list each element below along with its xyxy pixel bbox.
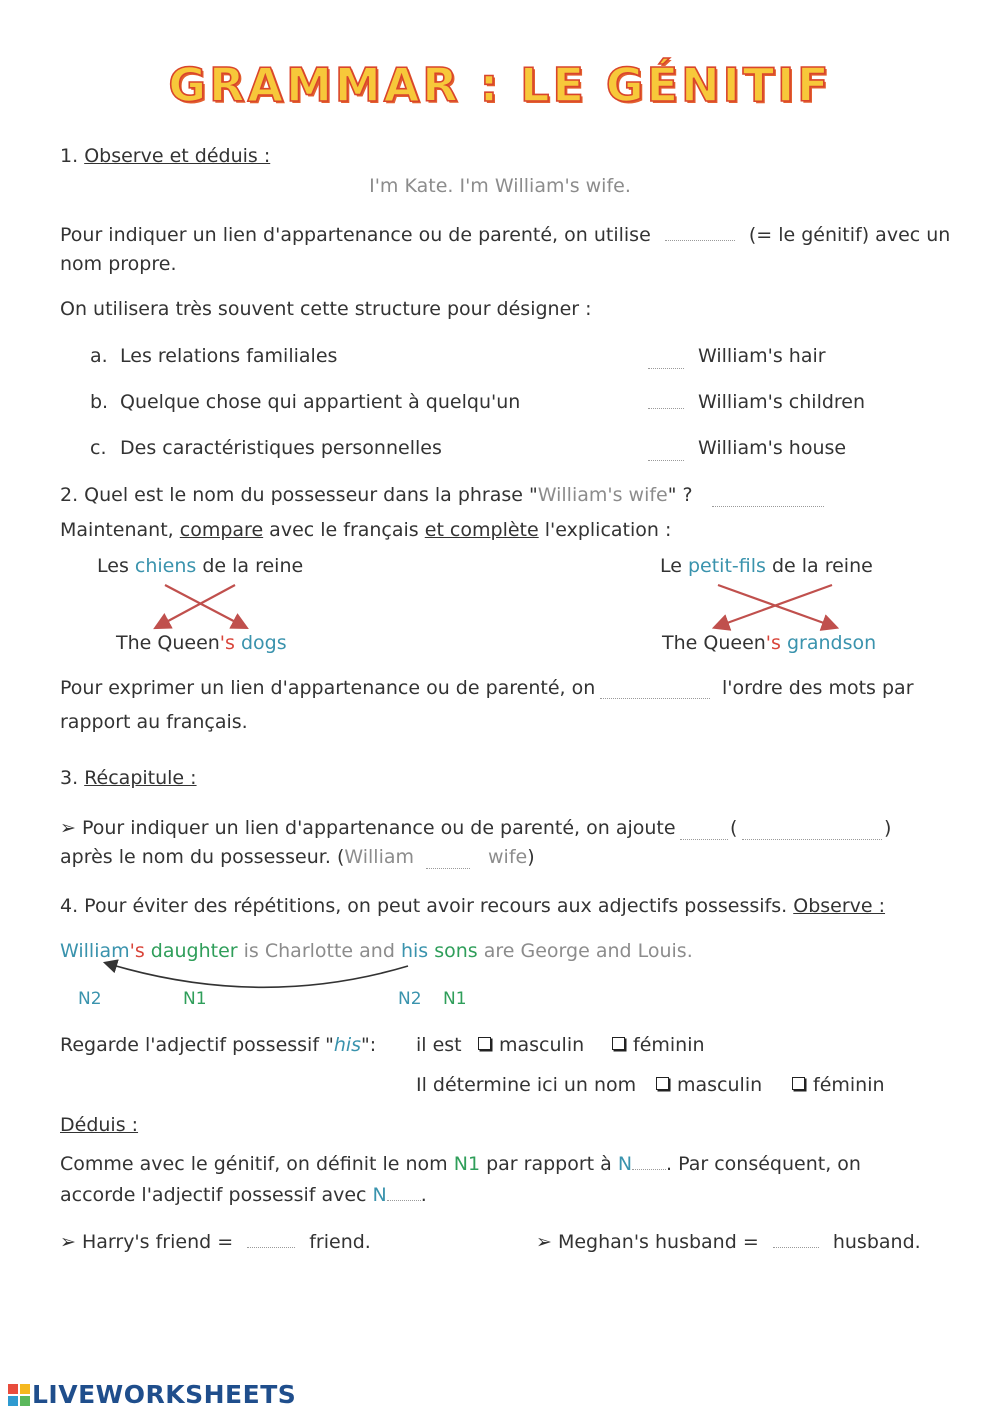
reference-arrow xyxy=(106,963,408,987)
checkbox-icon[interactable] xyxy=(656,1077,669,1090)
text: . Par conséquent, on xyxy=(666,1153,861,1175)
checkbox-icon[interactable] xyxy=(612,1037,625,1050)
conclusion-line xyxy=(60,1151,861,1175)
text: Meghan's husband = xyxy=(557,1231,759,1253)
deduis-heading: Déduis : xyxy=(60,1114,139,1136)
text: (= le génitif) avec un xyxy=(748,224,951,246)
text: Le xyxy=(660,555,688,577)
list-item-letter: a. xyxy=(90,345,108,367)
text: William xyxy=(344,846,414,868)
il-est-label: il est xyxy=(416,1034,462,1056)
text: dogs xyxy=(234,632,287,654)
text: N1 xyxy=(453,1153,481,1175)
section-title: Observe et déduis : xyxy=(84,145,271,167)
list-item-letter: b. xyxy=(90,391,109,413)
text: Comme avec le génitif, on définit le nom xyxy=(60,1153,454,1175)
text: 2. Quel est le nom du possesseur dans la phrase " xyxy=(60,484,538,506)
text: friend. xyxy=(309,1231,371,1253)
match-item: William's hair xyxy=(698,345,826,367)
text: Les xyxy=(97,555,135,577)
logo-text: LIVEWORKSHEETS xyxy=(32,1380,297,1409)
text: The Queen xyxy=(116,632,220,654)
text: Harry's friend = xyxy=(81,1231,234,1253)
text: masculin xyxy=(677,1074,763,1096)
text: chiens xyxy=(134,555,197,577)
exercise-harry xyxy=(60,1229,371,1253)
explanation-line: l'ordre des mots par xyxy=(722,677,914,699)
exercise-meghan xyxy=(536,1229,921,1253)
text: féminin xyxy=(813,1074,885,1096)
checkbox-icon[interactable] xyxy=(792,1077,805,1090)
paragraph-line: On utilisera très souvent cette structure pour désigner : xyxy=(60,298,592,320)
section-number: 1. xyxy=(60,145,79,167)
text: husband. xyxy=(832,1231,921,1253)
n2-label: N2 xyxy=(398,989,422,1009)
checkbox-masculin[interactable] xyxy=(478,1034,584,1056)
conclusion-line xyxy=(60,1182,427,1206)
text: " ? xyxy=(667,484,693,506)
bullet-icon: ➢ xyxy=(60,1231,76,1253)
answer-blank[interactable] xyxy=(742,821,882,840)
text: compare xyxy=(179,519,264,541)
text: is Charlotte and xyxy=(237,940,401,962)
text: sons xyxy=(428,940,478,962)
paragraph-line: nom propre. xyxy=(60,253,177,275)
answer-blank[interactable] xyxy=(600,680,710,699)
page-title: GRAMMAR : LE GÉNITIF xyxy=(168,58,832,112)
answer-blank[interactable] xyxy=(632,1151,666,1170)
swap-arrow xyxy=(157,585,235,627)
section-title: Récapitule : xyxy=(84,767,197,789)
text: wife xyxy=(488,846,528,868)
text: petit-fils xyxy=(687,555,766,577)
checkbox-feminin[interactable] xyxy=(792,1074,885,1096)
text: Maintenant, xyxy=(60,519,180,541)
text: Pour indiquer un lien d'appartenance ou de parenté, on utilise xyxy=(60,224,651,246)
text: ) xyxy=(527,846,535,868)
text: 4. Pour éviter des répétitions, on peut avoir recours aux adjectifs possessifs. xyxy=(60,895,794,917)
text: are George and Louis. xyxy=(477,940,693,962)
look-line xyxy=(60,1034,376,1056)
recap-line xyxy=(488,846,535,868)
text: l'explication : xyxy=(538,519,672,541)
text: N xyxy=(372,1184,387,1206)
text: N xyxy=(617,1153,633,1175)
text: 's xyxy=(129,940,145,962)
answer-blank[interactable] xyxy=(247,1229,295,1248)
text: par rapport à xyxy=(480,1153,618,1175)
example-sentence xyxy=(60,940,693,962)
recap-line xyxy=(60,846,414,868)
section-4-intro xyxy=(60,895,885,917)
answer-blank[interactable] xyxy=(426,850,470,869)
text: his xyxy=(400,940,429,962)
text: de la reine xyxy=(765,555,873,577)
answer-blank[interactable] xyxy=(387,1182,421,1201)
text: de la reine xyxy=(196,555,304,577)
text: féminin xyxy=(633,1034,705,1056)
explanation-line xyxy=(60,677,595,699)
text: Pour indiquer un lien d'appartenance ou de parenté, on ajoute xyxy=(81,817,676,839)
swap-arrow xyxy=(165,585,245,627)
paren: ( xyxy=(730,817,738,839)
text: Regarde l'adjectif possessif " xyxy=(60,1034,334,1056)
text: masculin xyxy=(499,1034,585,1056)
liveworksheets-logo[interactable] xyxy=(8,1380,296,1409)
text: 's xyxy=(219,632,235,654)
text: ": xyxy=(361,1034,377,1056)
n1-label: N1 xyxy=(183,989,207,1009)
n2-label: N2 xyxy=(78,989,102,1009)
text: The Queen xyxy=(662,632,766,654)
text: accorde l'adjectif possessif avec xyxy=(60,1184,373,1206)
bullet-icon: ➢ xyxy=(60,817,76,839)
list-item-text: Quelque chose qui appartient à quelqu'un xyxy=(120,391,521,413)
paren: ) xyxy=(884,817,892,839)
determine-label: Il détermine ici un nom xyxy=(416,1074,637,1096)
list-item-text: Les relations familiales xyxy=(120,345,338,367)
section-number: 3. xyxy=(60,767,79,789)
text: 's xyxy=(765,632,781,654)
match-item: William's house xyxy=(698,437,847,459)
match-item: William's children xyxy=(698,391,866,413)
text: William xyxy=(60,940,130,962)
phrase: William's wife xyxy=(537,484,668,506)
bullet-icon: ➢ xyxy=(536,1231,552,1253)
answer-blank[interactable] xyxy=(680,821,728,840)
n1-label: N1 xyxy=(443,989,467,1009)
text: . xyxy=(420,1184,427,1206)
list-item-letter: c. xyxy=(90,437,107,459)
example-sentence: I'm Kate. I'm William's wife. xyxy=(369,175,631,197)
list-item-text: Des caractéristiques personnelles xyxy=(120,437,442,459)
text: Observe : xyxy=(793,895,886,917)
explanation-line: rapport au français. xyxy=(60,711,248,733)
checkbox-icon[interactable] xyxy=(478,1037,491,1050)
answer-blank[interactable] xyxy=(773,1229,819,1248)
text: grandson xyxy=(780,632,877,654)
recap-line xyxy=(60,817,676,839)
text: his xyxy=(333,1034,362,1056)
text: et complète xyxy=(424,519,539,541)
text: avec le français xyxy=(263,519,425,541)
section-3-heading xyxy=(60,767,197,789)
text: Pour exprimer un lien d'appartenance ou de parenté, on xyxy=(60,677,596,699)
checkbox-masculin[interactable] xyxy=(656,1074,762,1096)
checkbox-feminin[interactable] xyxy=(612,1034,705,1056)
logo-blocks-icon xyxy=(8,1384,30,1406)
text: daughter xyxy=(144,940,238,962)
text: après le nom du possesseur. ( xyxy=(60,846,345,868)
